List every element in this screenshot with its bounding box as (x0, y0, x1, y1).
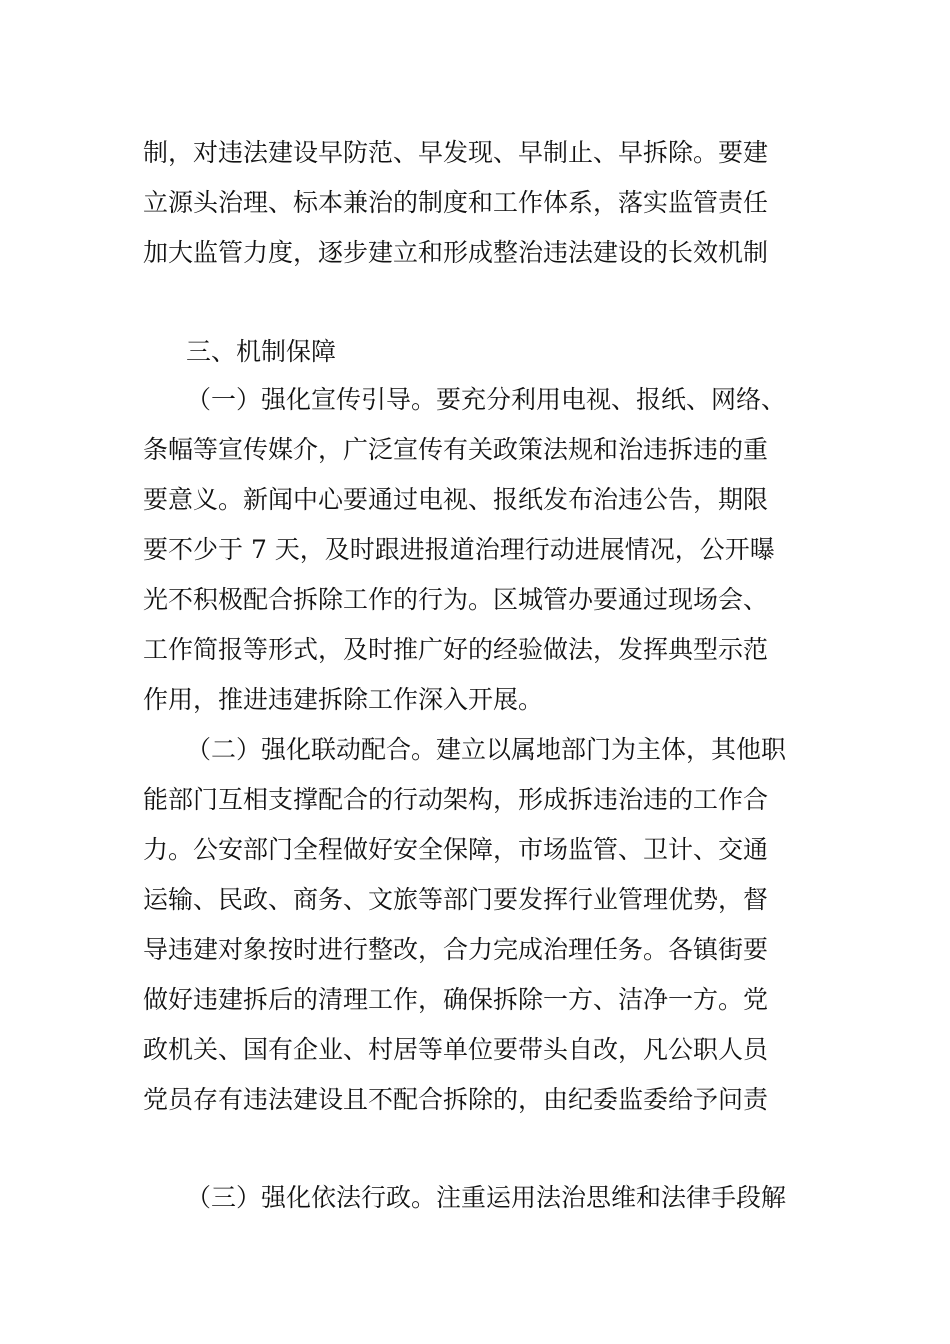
paragraph-line: （一）强化宣传引导。要充分利用电视、报纸、网络、 (186, 385, 787, 414)
paragraph-line: （二）强化联动配合。建立以属地部门为主体，其他职 (186, 735, 787, 764)
paragraph-line: （三）强化依法行政。注重运用法治思维和法律手段解 (186, 1183, 787, 1212)
section-heading: 三、机制保障 (186, 337, 337, 366)
paragraph-line: 党员存有违法建设且不配合拆除的，由纪委监委给予问责 (143, 1085, 769, 1114)
paragraph-line: 作用，推进违建拆除工作深入开展。 (143, 685, 544, 714)
paragraph-line: 条幅等宣传媒介，广泛宣传有关政策法规和治违拆违的重 (143, 435, 769, 464)
paragraph-line: 光不积极配合拆除工作的行为。区城管办要通过现场会、 (143, 585, 769, 614)
paragraph-line: 政机关、国有企业、村居等单位要带头自改，凡公职人员 (143, 1035, 769, 1064)
paragraph-line: 加大监管力度，逐步建立和形成整治违法建设的长效机制 (143, 238, 769, 267)
paragraph-line: 工作简报等形式，及时推广好的经验做法，发挥典型示范 (143, 635, 769, 664)
paragraph-line: 要不少于 7 天，及时跟进报道治理行动进展情况，公开曝 (143, 535, 775, 564)
paragraph-line: 立源头治理、标本兼治的制度和工作体系，落实监管责任 (143, 188, 769, 217)
paragraph-line: 能部门互相支撑配合的行动架构，形成拆违治违的工作合 (143, 785, 769, 814)
paragraph-line: 要意义。新闻中心要通过电视、报纸发布治违公告，期限 (143, 485, 769, 514)
paragraph-line: 运输、民政、商务、文旅等部门要发挥行业管理优势，督 (143, 885, 769, 914)
paragraph-line: 力。公安部门全程做好安全保障，市场监管、卫计、交通 (143, 835, 769, 864)
paragraph-line: 导违建对象按时进行整改，合力完成治理任务。各镇街要 (143, 935, 769, 964)
paragraph-line: 做好违建拆后的清理工作，确保拆除一方、洁净一方。党 (143, 985, 769, 1014)
paragraph-line: 制，对违法建设早防范、早发现、早制止、早拆除。要建 (143, 138, 769, 167)
